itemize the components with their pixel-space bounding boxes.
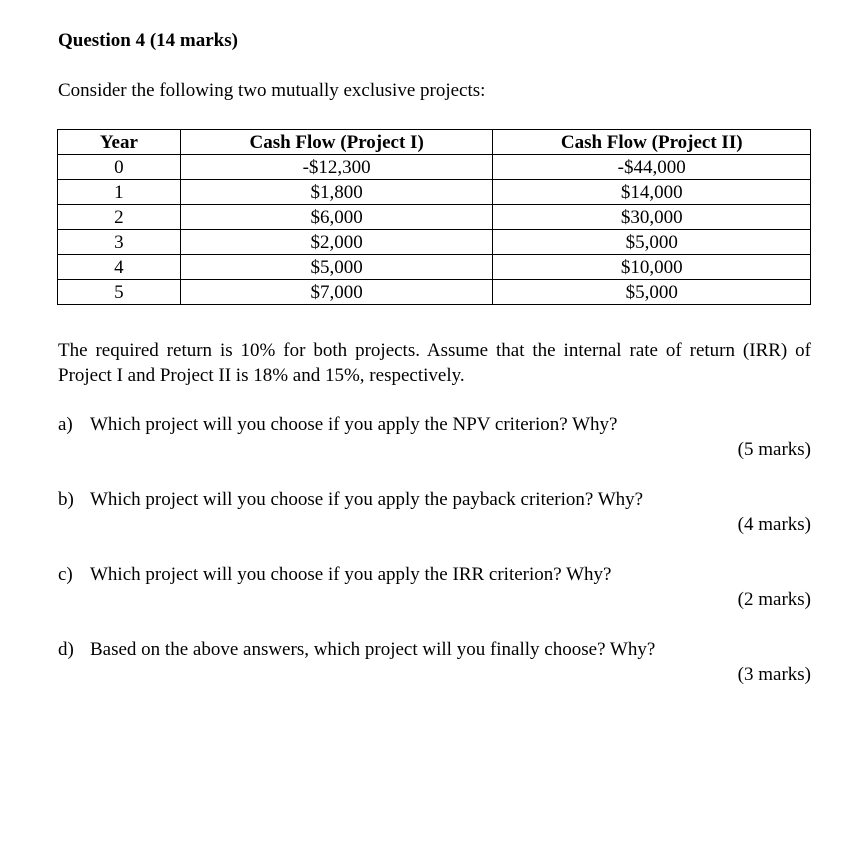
question-label: b) <box>58 489 74 510</box>
marks-label: (2 marks) <box>737 589 811 610</box>
year-cell: 3 <box>58 230 181 255</box>
project-2-cell: $30,000 <box>493 205 811 230</box>
question-text: Which project will you choose if you apply the payback criterion? Why? <box>90 489 644 510</box>
question-text: Which project will you choose if you apply the NPV criterion? Why? <box>90 414 618 435</box>
table-row <box>58 155 811 180</box>
header-project-2: Cash Flow (Project II) <box>493 130 811 155</box>
project-1-cell: -$12,300 <box>180 155 493 180</box>
assumption-paragraph: The required return is 10% for both projects. Assume that the internal rate of return (IRR) of Project I and Project II is 18% and 15%, respectively. <box>58 340 811 386</box>
project-2-cell: -$44,000 <box>493 155 811 180</box>
project-2-cell: $10,000 <box>493 255 811 280</box>
project-2-cell: $5,000 <box>493 280 811 305</box>
question-c <box>58 562 811 610</box>
marks-label: (5 marks) <box>737 439 811 460</box>
project-1-cell: $7,000 <box>180 280 493 305</box>
marks-label: (4 marks) <box>737 514 811 535</box>
project-1-cell: $1,800 <box>180 180 493 205</box>
table-header-row <box>58 130 811 155</box>
table-row <box>58 180 811 205</box>
question-text: Which project will you choose if you apply the IRR criterion? Why? <box>90 564 612 585</box>
project-1-cell: $6,000 <box>180 205 493 230</box>
question-d <box>58 637 811 685</box>
project-2-cell: $14,000 <box>493 180 811 205</box>
question-a <box>58 412 811 460</box>
question-label: a) <box>58 414 73 435</box>
cash-flow-table <box>57 129 811 305</box>
question-b <box>58 487 811 535</box>
year-cell: 1 <box>58 180 181 205</box>
table-row <box>58 205 811 230</box>
question-text: Based on the above answers, which project will you finally choose? Why? <box>90 639 656 660</box>
question-label: d) <box>58 639 74 660</box>
header-year: Year <box>58 130 181 155</box>
project-2-cell: $5,000 <box>493 230 811 255</box>
year-cell: 5 <box>58 280 181 305</box>
year-cell: 2 <box>58 205 181 230</box>
project-1-cell: $2,000 <box>180 230 493 255</box>
table-row <box>58 230 811 255</box>
question-label: c) <box>58 564 73 585</box>
marks-label: (3 marks) <box>737 664 811 685</box>
table-row <box>58 280 811 305</box>
table-row <box>58 255 811 280</box>
question-title: Question 4 (14 marks) <box>58 30 238 51</box>
intro-text: Consider the following two mutually exclusive projects: <box>58 80 486 101</box>
year-cell: 4 <box>58 255 181 280</box>
year-cell: 0 <box>58 155 181 180</box>
header-project-1: Cash Flow (Project I) <box>180 130 493 155</box>
project-1-cell: $5,000 <box>180 255 493 280</box>
